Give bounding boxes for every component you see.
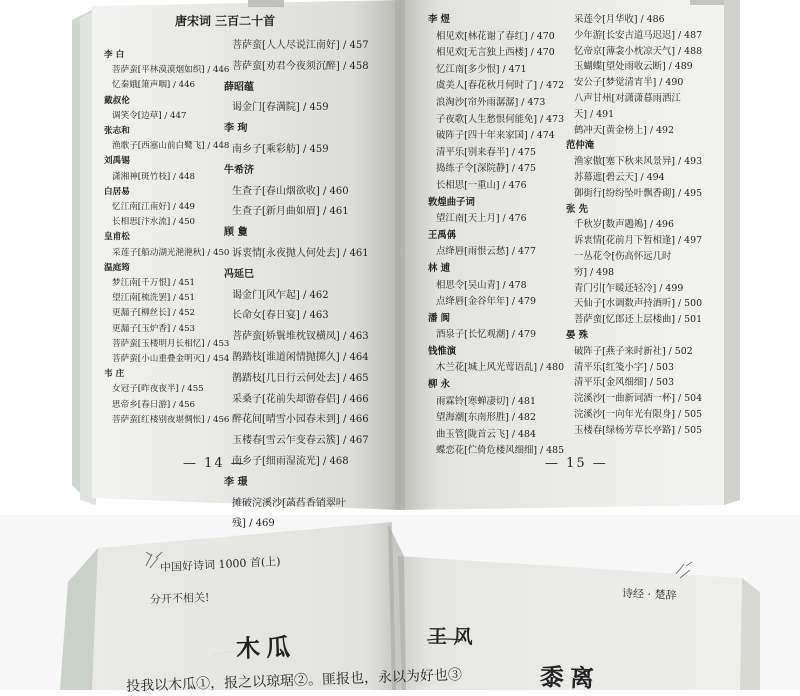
previous-poem-line: 分开不相关! xyxy=(149,590,210,607)
toc-entry: 清平乐[别来春半] / 475 xyxy=(436,146,536,158)
toc-author: 钱惟演 xyxy=(428,345,457,357)
toc-entry: 思帝乡[春日游] / 456 xyxy=(112,399,196,410)
toc-entry: 长相思[汴水流] / 450 xyxy=(112,217,196,228)
toc-entry: 木兰花[城上风光莺语乱] / 480 xyxy=(436,362,565,374)
toc-entry: 天] / 491 xyxy=(574,108,615,120)
toc-entry: 菩萨蛮[小山重叠金明灭] / 454 xyxy=(112,354,230,365)
toc-author: 李 璟 xyxy=(224,476,248,488)
toc-entry: 破阵子[燕子来时新社] / 502 xyxy=(574,345,693,357)
toc-author: 晏 殊 xyxy=(566,329,589,341)
toc-entry: 点绛唇[金谷年年] / 479 xyxy=(436,296,536,308)
toc-author: 张 先 xyxy=(566,203,589,215)
toc-entry: 菩萨蛮[人人尽说江南好] / 457 xyxy=(232,40,369,51)
toc-entry: 御街行[纷纷坠叶飘香砌] / 495 xyxy=(574,187,703,199)
toc-entry: 摊破浣溪沙[菡萏香销翠叶 xyxy=(232,497,346,509)
toc-entry: 酒泉子[长忆观潮] / 479 xyxy=(436,329,536,341)
toc-entry: 菩萨蛮[忆郎还上层楼曲] / 501 xyxy=(574,314,703,326)
toc-entry: 菩萨蛮[平林漠漠烟如织] / 446 xyxy=(112,65,230,76)
toc-entry: 忆帝京[薄衾小枕凉天气] / 488 xyxy=(574,45,703,57)
toc-entry: 南乡子[细雨湿流光] / 468 xyxy=(232,455,349,467)
toc-entry: 菩萨蛮[娇鬟堆枕钗横凤] / 463 xyxy=(232,331,369,343)
toc-author: 白居易 xyxy=(104,186,130,197)
toc-column xyxy=(428,12,564,460)
toc-entry: 采桑子[花前失却游春侣] / 466 xyxy=(232,393,369,405)
toc-entry: 调笑令[边草] / 447 xyxy=(112,110,187,121)
toc-author: 韦 庄 xyxy=(104,369,125,380)
toc-author: 李 煜 xyxy=(428,14,451,25)
toc-column xyxy=(104,48,229,428)
toc-entry: 相思令[吴山青] / 478 xyxy=(436,279,527,291)
toc-entry: 一丛花令[伤高怀远几时 xyxy=(574,250,672,262)
toc-entry: 鹤冲天[黄金榜上] / 492 xyxy=(574,124,674,136)
toc-entry: 点绛唇[雨恨云愁] / 477 xyxy=(436,246,536,258)
toc-author: 柳 永 xyxy=(428,379,451,391)
poem-title: 木瓜 xyxy=(235,631,297,664)
toc-author: 温庭筠 xyxy=(104,262,130,273)
toc-author: 皇甫松 xyxy=(104,232,130,243)
toc-entry: 望海潮[东南形胜] / 482 xyxy=(436,412,536,424)
toc-entry: 忆江南[多少恨] / 471 xyxy=(436,63,527,75)
toc-author: 薛昭蕴 xyxy=(224,81,254,93)
toc-author: 王禹偁 xyxy=(428,229,457,241)
toc-entry: 更漏子[玉炉香] / 453 xyxy=(112,323,196,334)
toc-entry: 破阵子[四十年来家国] / 474 xyxy=(436,130,555,142)
toc-author: 李 白 xyxy=(104,50,125,60)
toc-entry: 浣溪沙[一向年光有限身] / 505 xyxy=(574,408,703,420)
toc-column xyxy=(566,12,702,439)
toc-entry: 少年游[长安古道马迟迟] / 487 xyxy=(574,29,703,41)
toc-entry: 青门引[乍暖还轻冷] / 499 xyxy=(574,282,684,294)
poem-first-line: 投我以木瓜①，报之以琼琚②。匪报也，永以为好也③ xyxy=(125,667,463,695)
toc-entry: 诉衷情[永夜抛人何处去] / 461 xyxy=(232,247,369,259)
toc-entry: 鹊踏枝[谁道闲情抛掷久] / 464 xyxy=(232,351,369,363)
toc-entry: 天仙子[水调数声持酒听] / 500 xyxy=(574,298,703,310)
page-number: — 15 — xyxy=(545,456,608,471)
toc-entry: 蝶恋花[伫倚危楼风细细] / 485 xyxy=(436,445,565,457)
toc-entry: 相见欢[无言独上西楼] / 470 xyxy=(436,47,555,59)
toc-entry: 曲玉管[陇首云飞] / 484 xyxy=(436,428,536,440)
toc-entry: 菩萨蛮[劝君今夜须沉醉] / 458 xyxy=(232,60,369,72)
toc-author: 敦煌曲子词 xyxy=(428,196,475,208)
toc-entry: 菩萨蛮[玉楼明月长相忆] / 453 xyxy=(112,338,230,349)
toc-entry: 南乡子[乘彩舫] / 459 xyxy=(232,143,329,155)
toc-author: 刘禹锡 xyxy=(104,156,130,167)
toc-author: 顾 敻 xyxy=(224,227,248,239)
toc-entry: 更漏子[柳丝长] / 452 xyxy=(112,308,196,319)
toc-entry: 八声甘州[对潇潇暮雨洒江 xyxy=(574,92,681,104)
toc-entry: 虞美人[春花秋月何时了] / 472 xyxy=(436,80,565,92)
toc-entry: 残] / 469 xyxy=(232,518,275,530)
toc-author: 冯延巳 xyxy=(224,268,254,280)
toc-entry: 渔歌子[西塞山前白鹭飞] / 448 xyxy=(112,141,230,152)
toc-entry: 玉蝴蝶[望处雨收云断] / 489 xyxy=(574,61,693,73)
page-number: — 14 — xyxy=(183,456,246,471)
toc-entry: 捣练子令[深院静] / 475 xyxy=(436,163,536,175)
toc-entry: 采莲令[月华收] / 486 xyxy=(574,14,665,25)
toc-author: 林 逋 xyxy=(428,262,451,274)
toc-entry: 采莲子[船动湖光滟滟秋] / 450 xyxy=(112,247,230,258)
toc-entry: 千秋岁[数声鶗鴂] / 496 xyxy=(574,219,674,231)
toc-entry: 望江南[天上月] / 476 xyxy=(436,213,527,225)
section-title: 王 风 xyxy=(427,625,473,649)
running-head: 诗经 · 楚辞 xyxy=(621,587,677,602)
running-head: 中国好诗词 1000 首(上) xyxy=(159,554,281,575)
toc-entry: 望江南[梳洗罢] / 451 xyxy=(112,293,196,304)
toc-entry: 诉衷情[花前月下暂相逢] / 497 xyxy=(574,235,703,247)
toc-entry: 渔家傲[塞下秋来风景异] / 493 xyxy=(574,156,703,168)
toc-entry: 玉楼春[绿杨芳草长亭路] / 505 xyxy=(574,424,703,436)
toc-entry: 安公子[梦觉清宵半] / 490 xyxy=(574,77,684,89)
toc-entry: 玉楼春[雪云乍变春云簇] / 467 xyxy=(232,435,369,447)
toc-entry: 忆秦娥[箫声咽] / 446 xyxy=(112,80,196,91)
toc-entry: 清平乐[红笺小字] / 503 xyxy=(574,361,674,373)
toc-entry: 长命女[春日宴] / 463 xyxy=(232,310,329,322)
toc-entry: 长相思[一重山] / 476 xyxy=(436,179,527,191)
toc-entry: 浣溪沙[一曲新词酒一杯] / 504 xyxy=(574,393,703,405)
toc-author: 潘 阆 xyxy=(428,312,451,324)
toc-entry: 雨霖铃[寒蝉凄切] / 481 xyxy=(436,395,536,407)
toc-author: 张志和 xyxy=(104,126,130,137)
toc-entry: 醉花间[晴雪小园春未到] / 466 xyxy=(232,414,369,426)
toc-entry: 谒金门[春满院] / 459 xyxy=(232,102,329,114)
toc-entry: 穷] / 498 xyxy=(574,266,615,278)
toc-author: 牛希济 xyxy=(224,164,254,176)
toc-author: 戴叔伦 xyxy=(104,95,130,106)
toc-entry: 鹊踏枝[几日行云何处去] / 465 xyxy=(232,372,369,384)
page-heading: 唐宋词 三百二十首 xyxy=(175,14,276,28)
toc-entry: 女冠子[昨夜夜半] / 455 xyxy=(112,384,204,395)
toc-entry: 生查子[新月曲如眉] / 461 xyxy=(232,206,349,218)
toc-author: 李 珣 xyxy=(224,123,248,135)
toc-entry: 相见欢[林花谢了春红] / 470 xyxy=(436,30,555,42)
toc-entry: 忆江南[江南好] / 449 xyxy=(112,202,196,213)
toc-entry: 生查子[春山烟欲收] / 460 xyxy=(232,185,349,197)
toc-entry: 浪淘沙[帘外雨潺潺] / 473 xyxy=(436,96,546,108)
toc-entry: 清平乐[金风细细] / 503 xyxy=(574,377,674,389)
toc-entry: 梦江南[千万恨] / 451 xyxy=(112,278,196,289)
toc-entry: 菩萨蛮[红楼别夜堪惆怅] / 456 xyxy=(112,414,230,425)
toc-entry: 潇湘神[斑竹枝] / 448 xyxy=(112,171,196,182)
toc-entry: 谒金门[风乍起] / 462 xyxy=(232,289,329,301)
toc-entry: 苏幕遮[碧云天] / 494 xyxy=(574,171,665,183)
toc-entry: 子夜歌[人生愁恨何能免] / 473 xyxy=(436,113,565,125)
poem-title: 黍离 xyxy=(539,661,601,694)
toc-author: 范仲淹 xyxy=(566,140,595,152)
